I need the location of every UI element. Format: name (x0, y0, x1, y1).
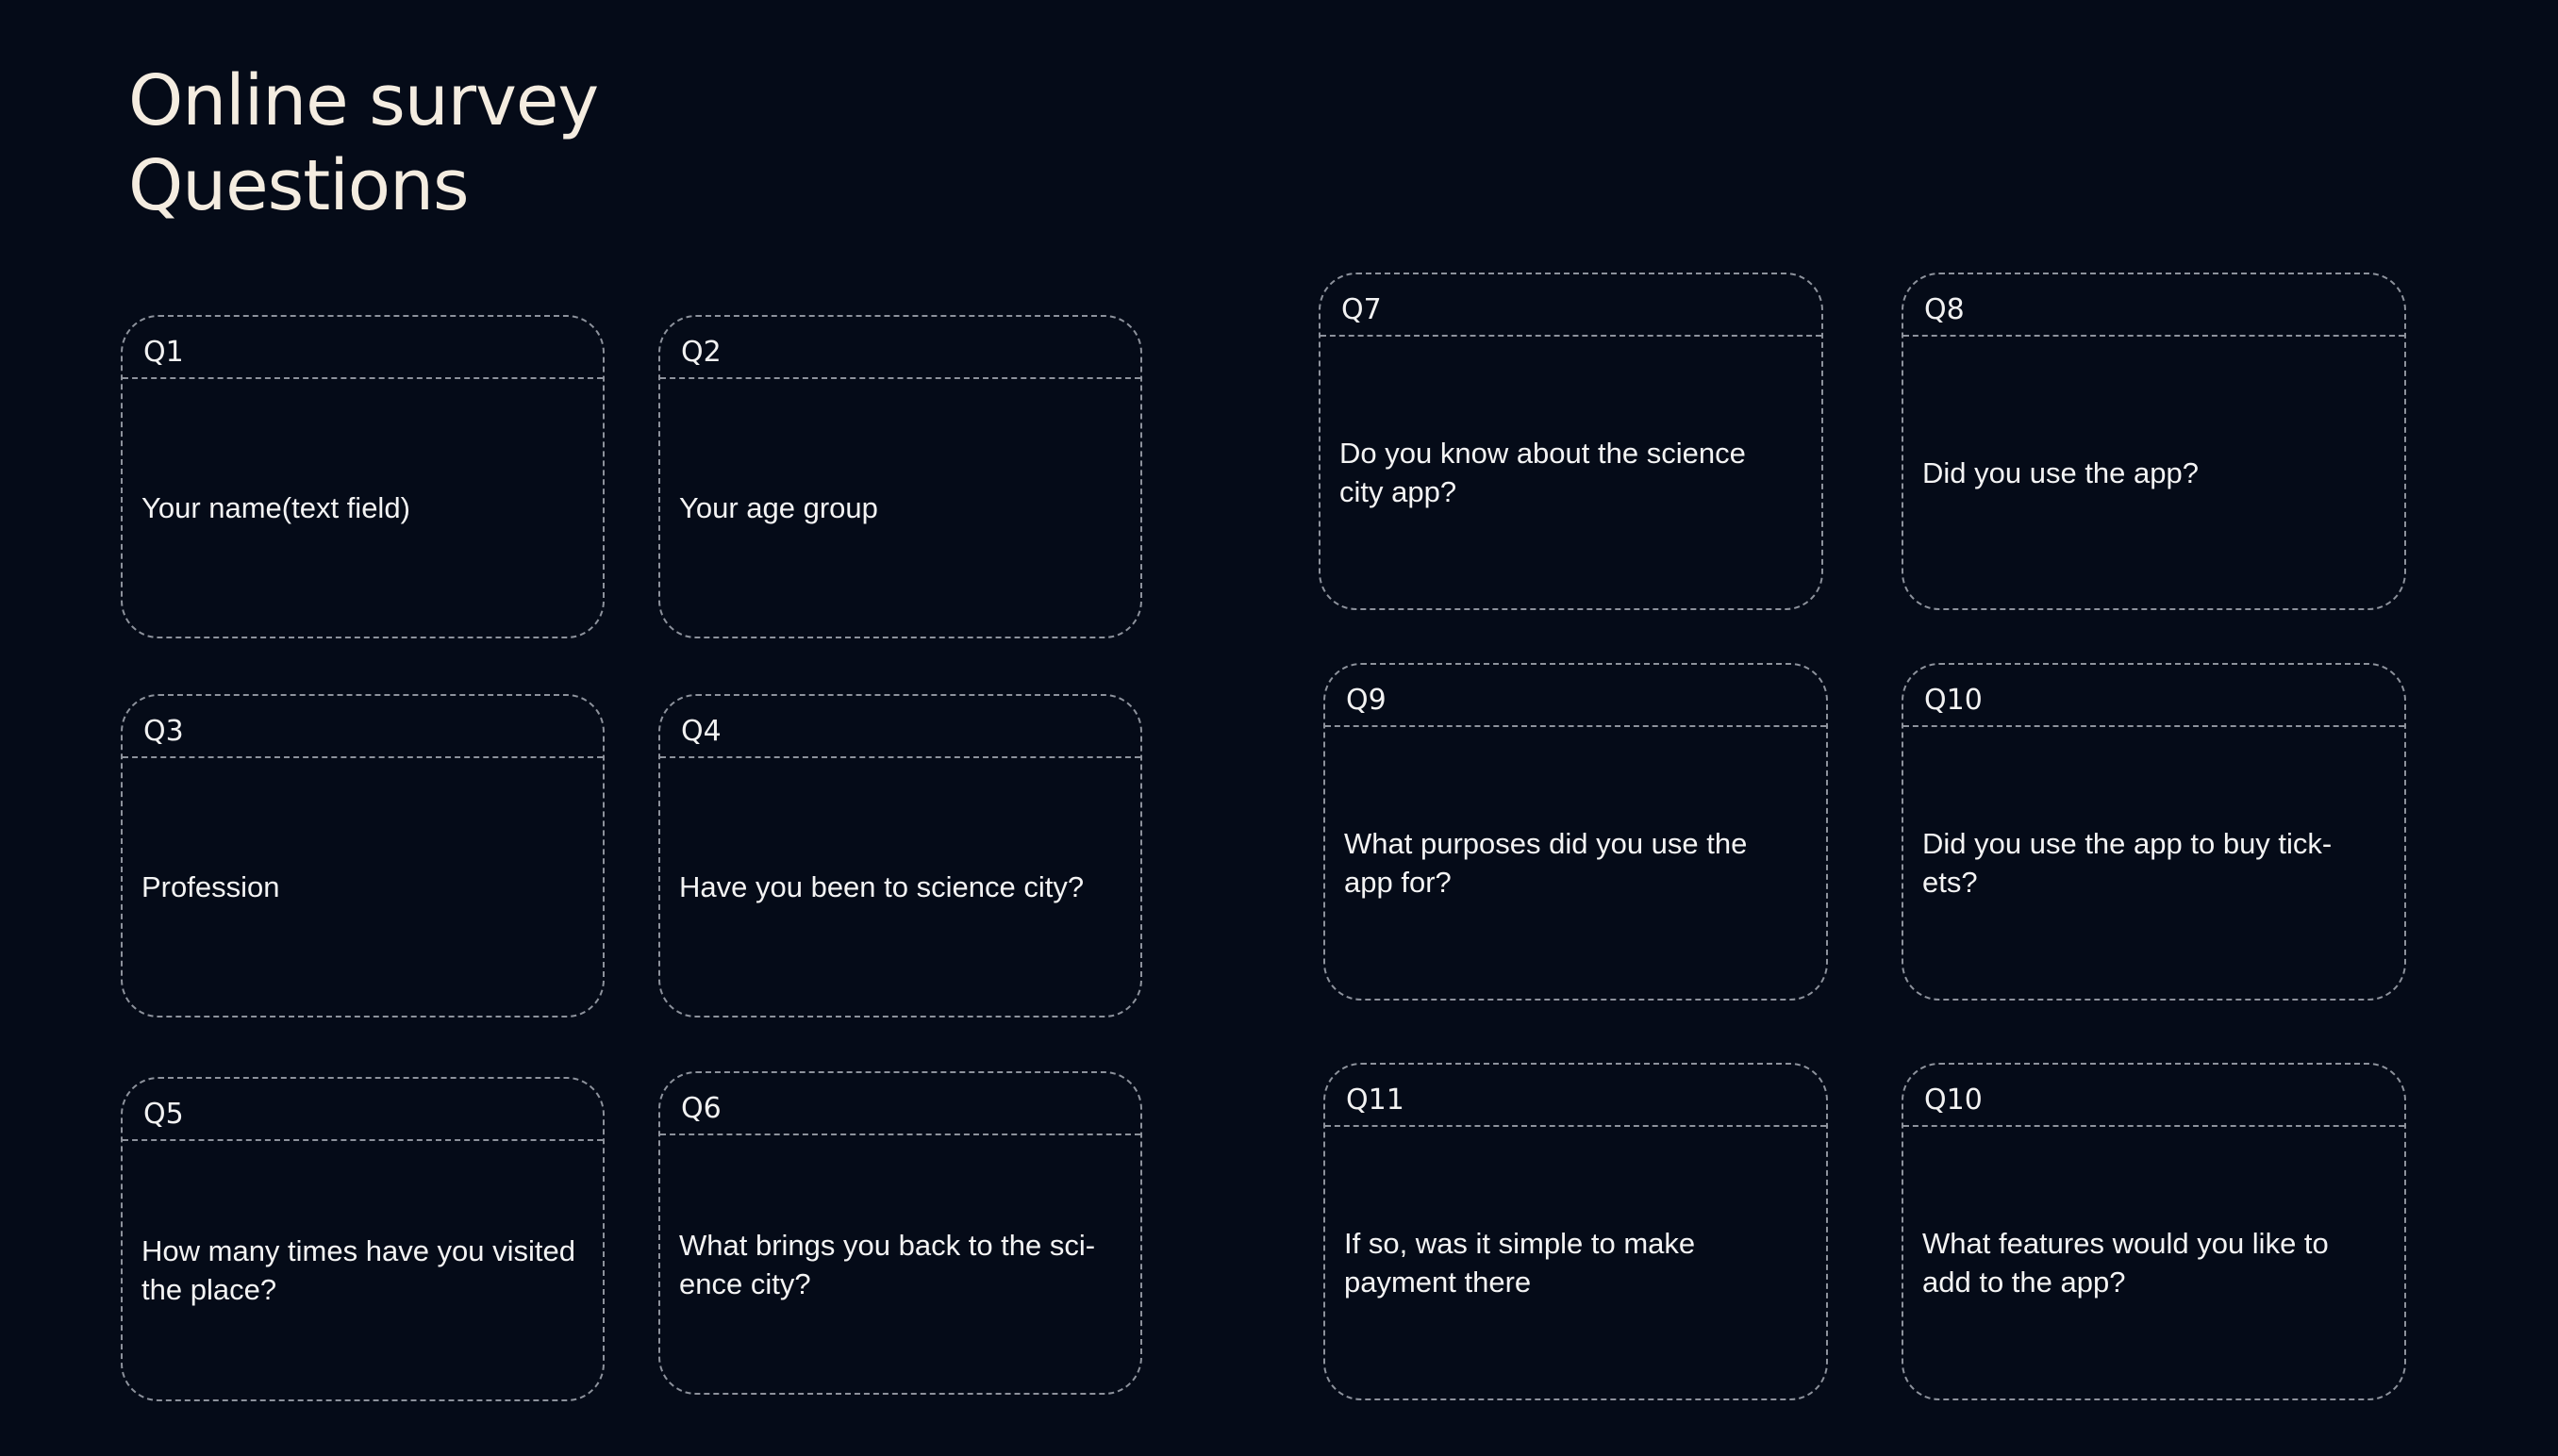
question-card-header (1903, 665, 2404, 727)
question-card-q8 (1902, 273, 2406, 610)
question-text: Profession (141, 870, 280, 903)
question-card-body (1922, 727, 2378, 999)
question-card-body (679, 758, 1114, 1016)
question-text: Have you been to science city? (679, 870, 1085, 903)
question-card-q11 (1323, 1063, 1828, 1400)
question-text: Did you use the app? (1922, 455, 2199, 489)
question-number: Q11 (1346, 1084, 1404, 1117)
question-text: What purposes did you use the app for? (1344, 827, 1748, 899)
question-number: Q3 (143, 715, 184, 748)
question-card-header (1321, 274, 1821, 337)
question-card-q7 (1319, 273, 1823, 610)
question-card-q10 (1902, 663, 2406, 1001)
question-card-header (660, 696, 1140, 758)
question-card-header (123, 317, 603, 379)
question-text: Did you use the app to buy tick-ets? (1922, 827, 2333, 899)
question-card-body (679, 1135, 1114, 1393)
question-text: Do you know about the science city app? (1339, 437, 1746, 508)
question-card-body (679, 379, 1114, 637)
question-card-body (1339, 337, 1795, 608)
question-card-q2 (658, 315, 1142, 638)
question-number: Q7 (1341, 293, 1382, 326)
question-card-q5 (121, 1077, 605, 1401)
question-card-body (1344, 727, 1800, 999)
question-number: Q10 (1924, 1084, 1983, 1117)
title-line-2: Questions (128, 145, 469, 226)
question-card-q9 (1323, 663, 1828, 1001)
question-text: If so, was it simple to make payment there (1344, 1227, 1696, 1299)
question-card-header (1325, 1065, 1826, 1127)
question-card-q4 (658, 694, 1142, 1018)
question-number: Q9 (1346, 684, 1387, 717)
question-card-q6 (658, 1071, 1142, 1395)
question-number: Q5 (143, 1098, 184, 1131)
page-title (128, 58, 598, 228)
question-number: Q10 (1924, 684, 1983, 717)
question-card-body (1922, 1127, 2378, 1398)
question-text: What features would you like to add to the app? (1922, 1227, 2329, 1299)
question-card-body (1922, 337, 2378, 608)
question-text: Your age group (679, 491, 878, 524)
question-text: Your name(text field) (141, 491, 410, 524)
question-number: Q1 (143, 336, 184, 369)
question-number: Q8 (1924, 293, 1965, 326)
question-card-header (660, 1073, 1140, 1135)
question-card-q3 (121, 694, 605, 1018)
question-card-body (141, 379, 576, 637)
question-number: Q4 (681, 715, 722, 748)
question-card-header (660, 317, 1140, 379)
title-line-1: Online survey (128, 60, 599, 141)
question-card-header (1903, 1065, 2404, 1127)
question-card-body (141, 758, 576, 1016)
question-number: Q6 (681, 1092, 722, 1125)
question-card-body (141, 1141, 576, 1399)
question-number: Q2 (681, 336, 722, 369)
question-card-body (1344, 1127, 1800, 1398)
question-card-header (123, 1079, 603, 1141)
question-card-q12 (1902, 1063, 2406, 1400)
question-card-header (123, 696, 603, 758)
question-card-header (1903, 274, 2404, 337)
question-text: What brings you back to the sci-ence city? (679, 1228, 1096, 1300)
question-text: How many times have you visited the place? (141, 1234, 576, 1306)
question-card-q1 (121, 315, 605, 638)
question-card-header (1325, 665, 1826, 727)
